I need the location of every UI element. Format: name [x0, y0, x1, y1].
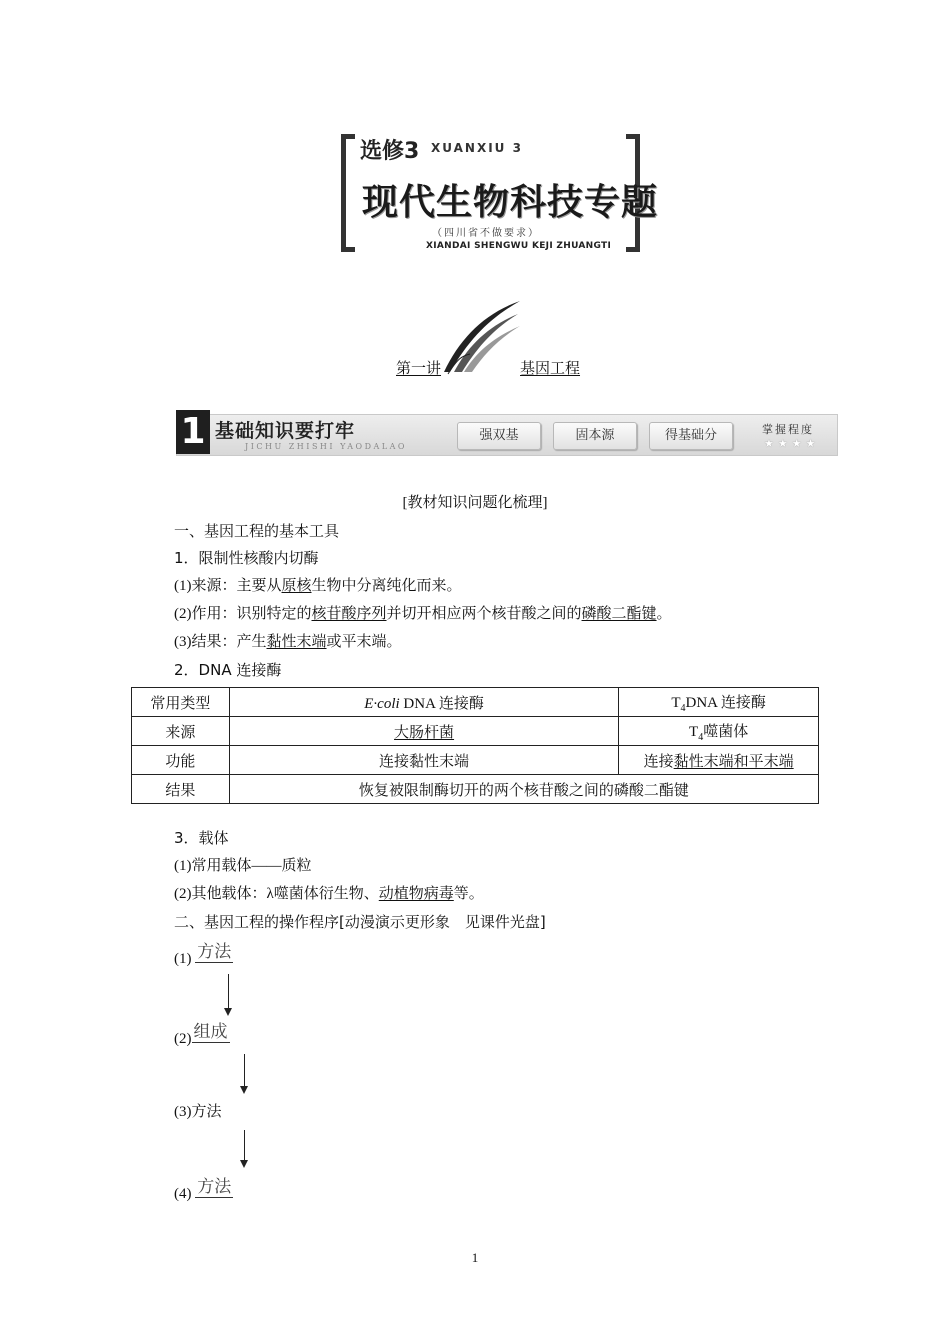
- left-bracket: [341, 134, 355, 252]
- blank-method-1: 方法: [197, 942, 232, 961]
- title-pinyin: XIANDAI SHENGWU KEJI ZHUANGTI: [426, 241, 612, 251]
- consolidate-roots-button[interactable]: 固本源: [553, 422, 637, 450]
- flow-step-1: (1) 方法: [174, 942, 232, 967]
- table-cell: $T_4DNA$ 连接酶: [619, 688, 819, 717]
- table-row: [132, 717, 819, 746]
- strengthen-basics-button[interactable]: 强双基: [457, 422, 541, 450]
- swoosh-icon: [440, 298, 525, 376]
- table-cell: 大肠杆菌: [229, 717, 618, 746]
- mastery-stars: ★★★★: [764, 438, 820, 450]
- table-cell: 连接黏性末端和平末端: [619, 746, 819, 775]
- table-cell: 连接黏性末端: [229, 746, 618, 775]
- vector-common: (1)常用载体——质粒: [174, 858, 312, 874]
- page-number: 1: [471, 1250, 479, 1265]
- table-row: [132, 775, 819, 804]
- table-cell: 来源: [132, 717, 230, 746]
- table-cell: 功能: [132, 746, 230, 775]
- heading-tools: 一、基因工程的基本工具: [174, 524, 340, 540]
- table-cell: 恢复被限制酶切开的两个核苷酸之间的磷酸二酯键: [229, 775, 818, 804]
- main-title: 现代生物科技专题: [362, 182, 659, 223]
- flow-step-4: (4) 方法: [174, 1177, 232, 1202]
- heading-dna-ligase: 2．DNA 连接酶: [174, 661, 282, 679]
- lecture-title: 基因工程: [520, 359, 581, 377]
- heading-restriction-enzyme: 1．限制性核酸内切酶: [174, 549, 319, 567]
- module-label: 选修3: [360, 139, 420, 164]
- title-note: （四川省不做要求）: [432, 228, 540, 239]
- flow-step-3: (3)方法: [174, 1104, 222, 1120]
- table-cell: E·coli DNA 连接酶: [229, 688, 618, 717]
- mastery-label: 掌握程度: [762, 424, 814, 436]
- blank-method-4: 方法: [197, 1177, 232, 1196]
- vector-other: (2)其他载体：λ噬菌体衍生物、动植物病毒等。: [174, 886, 484, 902]
- module-pinyin: XUANXIU 3: [431, 141, 523, 155]
- flow-step-2: (2) 组成: [174, 1022, 228, 1047]
- down-arrow-icon: [244, 1130, 245, 1166]
- section-number: 1: [176, 410, 210, 454]
- lecture-number: 第一讲: [396, 359, 442, 377]
- restriction-result: (3)结果：产生黏性末端或平末端。: [174, 634, 402, 650]
- section-heading: 基础知识要打牢: [215, 420, 356, 442]
- table-cell: 结果: [132, 775, 230, 804]
- table-row: [132, 746, 819, 775]
- ligase-table: [131, 687, 819, 804]
- basic-score-button[interactable]: 得基础分: [649, 422, 733, 450]
- restriction-source: (1)来源：主要从原核生物中分离纯化而来。: [174, 578, 462, 594]
- table-cell: 常用类型: [132, 688, 230, 717]
- down-arrow-icon: [228, 974, 229, 1014]
- restriction-function: (2)作用：识别特定的核苷酸序列并切开相应两个核苷酸之间的磷酸二酯键。: [174, 606, 672, 622]
- heading-vector: 3．载体: [174, 829, 229, 847]
- blank-composition: 组成: [193, 1022, 228, 1041]
- table-row: [132, 688, 819, 717]
- heading-procedure: 二、基因工程的操作程序[动漫演示更形象 见课件光盘]: [174, 913, 546, 931]
- section-pinyin: JICHU ZHISHI YAODALAO: [245, 442, 407, 451]
- table-cell: $T_4$噬菌体: [619, 717, 819, 746]
- subtitle: [教材知识问题化梳理]: [402, 495, 548, 511]
- down-arrow-icon: [244, 1054, 245, 1092]
